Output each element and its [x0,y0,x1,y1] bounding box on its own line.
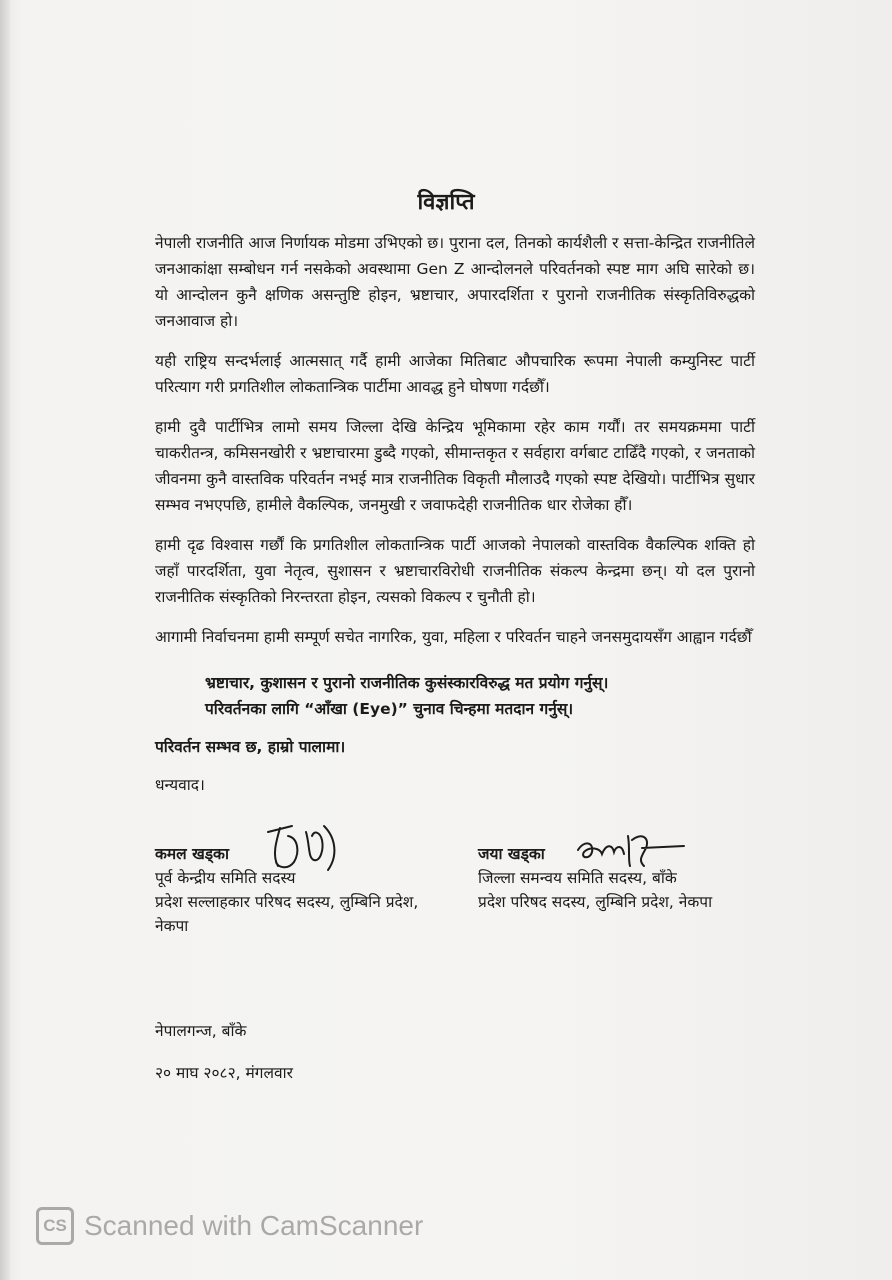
signatory-right [478,842,758,914]
signatory-role: पूर्व केन्द्रीय समिति सदस्य [155,869,296,887]
slogan: परिवर्तन सम्भव छ, हाम्रो पालामा। [155,738,346,756]
place: नेपालगन्ज, बाँके [155,1022,247,1040]
date: २० माघ २०८२, मंगलवार [155,1064,293,1082]
paragraph: आगामी निर्वाचनमा हामी सम्पूर्ण सचेत नागरिक, युवा, महिला र परिवर्तन चाहने जनसमुदायसँग आह्वान गर्दछौँ [155,628,752,646]
signatory-left [155,842,425,938]
paragraph: यही राष्ट्रिय सन्दर्भलाई आत्मसात् गर्दै हामी आजेका मितिबाट औपचारिक रूपमा नेपाली कम्युनिस्ट पार्टी परित्याग गरी प्रगतिशील लोकतान्त्रिक पार्टीमा आवद्ध हुने घोषणा गर्दछौँ। [155,352,755,396]
signatory-role: प्रदेश परिषद सदस्य, लुम्बिनि प्रदेश, नेकपा [478,893,713,911]
document-body [155,230,755,798]
appeal-line: भ्रष्टाचार, कुशासन र पुरानो राजनीतिक कुसंस्कारविरुद्ध मत प्रयोग गर्नुस्। [205,674,609,692]
signatory-name: जया खड्का [478,845,545,863]
appeal-block [205,670,755,722]
signatory-name: कमल खड्का [155,845,229,863]
signatory-role: प्रदेश सल्लाहकार परिषद सदस्य, लुम्बिनि प्रदेश, नेकपा [155,893,419,935]
appeal-line: परिवर्तनका लागि “आँखा (Eye)” चुनाव चिन्हमा मतदान गर्नुस्। [205,700,574,718]
paragraph: नेपाली राजनीति आज निर्णायक मोडमा उभिएको छ। पुराना दल, तिनको कार्यशैली र सत्ता-केन्द्रित राजनीतिले जनआकांक्षा सम्बोधन गर्न नसकेको अवस्थामा Gen Z आन्दोलनले परिवर्तनको स्पष्ट माग अघि सारेको छ। यो आन्दोलन कुनै क्षणिक असन्तुष्टि होइन, भ्रष्टाचार, अपारदर्शिता र पुरानो राजनीतिक संस्कृतिविरुद्धको जनआवाज हो। [155,234,755,330]
place-date-block [155,1018,293,1102]
paragraph: हामी दृढ विश्वास गर्छौं कि प्रगतिशील लोकतान्त्रिक पार्टी आजको नेपालको वास्तविक वैकल्पिक शक्ति हो जहाँ पारदर्शिता, युवा नेतृत्व, सुशासन र भ्रष्टाचारविरोधी राजनीतिक संकल्प केन्द्रमा छन्। यो दल पुरानो राजनीतिक संस्कृतिको निरन्तरता होइन, त्यसको विकल्प र चुनौती हो। [155,536,755,606]
signatory-role: जिल्ला समन्वय समिति सदस्य, बाँके [478,869,677,887]
thanks-text: धन्यवाद। [155,776,205,794]
paragraph: हामी दुवै पार्टीभित्र लामो समय जिल्ला देखि केन्द्रिय भूमिकामा रहेर काम गर्यौं। तर समयक्रममा पार्टी चाकरीतन्त्र, कमिसनखोरी र भ्रष्टाचारमा डुब्दै गएको, सीमान्तकृत र सर्वहारा वर्गबाट टाढिँदै गएको, र जनताको जीवनमा कुनै वास्तविक परिवर्तन नभई मात्र राजनीतिक विकृती मौलाउदै गएको स्पष्ट देखियो। पार्टीभित्र सुधार सम्भव नभएपछि, हामीले वैकल्पिक, जनमुखी र जवाफदेही राजनीतिक धार रोजेका हौँ। [155,418,755,514]
watermark-text: Scanned with CamScanner [84,1210,424,1241]
camscanner-watermark [36,1207,423,1245]
document-title: विज्ञप्ति [417,190,475,215]
camscanner-logo-icon: CS [36,1207,74,1245]
